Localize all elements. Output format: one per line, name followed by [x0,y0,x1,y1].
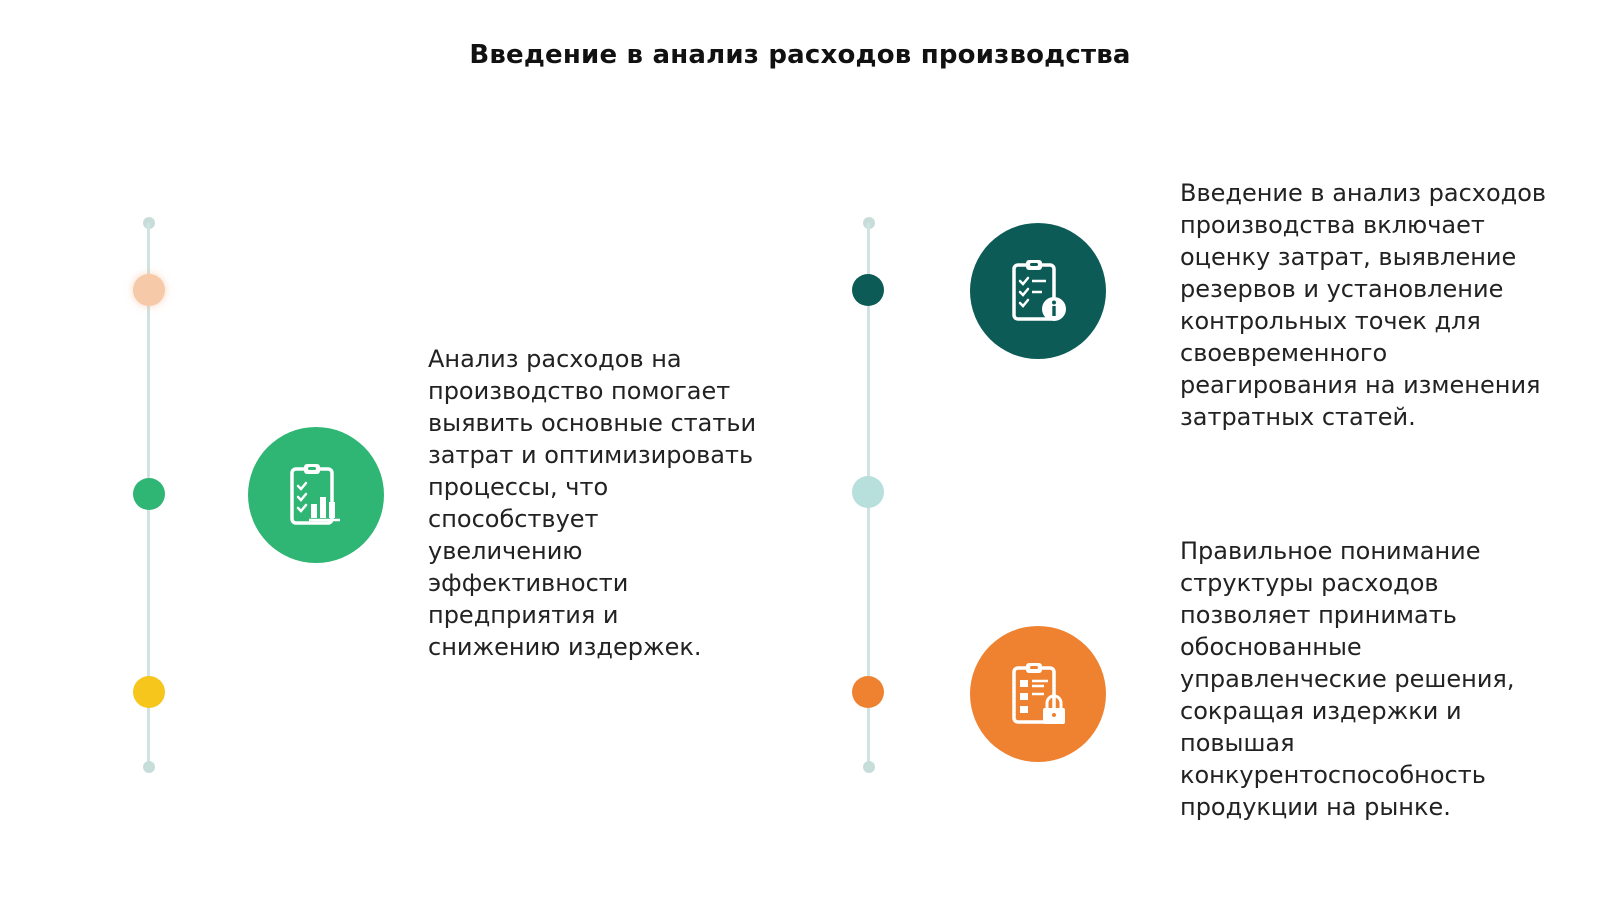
clipboard-info-icon [970,223,1106,359]
clipboard-lock-icon [970,626,1106,762]
timeline-dot-mint [852,476,884,508]
timeline-dot-teal [852,274,884,306]
timeline-dot-orange [852,676,884,708]
item-3-description: Правильное понимание структуры расходов позволяет принимать обоснованные управленческие решения, сокращая издержки и повышая конкурентоспособность продукции на рынке. [1180,537,1515,821]
timeline-dot-yellow [133,676,165,708]
item-2-description: Введение в анализ расходов производства включает оценку затрат, выявление резервов и установление контрольных точек для своевременного реагирования на изменения затратных статей. [1180,179,1547,431]
clipboard-lock-icon-glyph [1002,658,1074,730]
clipboard-info-icon-glyph [1002,255,1074,327]
timeline-end-cap [863,761,875,773]
page-title: Введение в анализ расходов производства [469,40,1131,70]
timeline-dot-peach [133,274,165,306]
clipboard-chart-icon-glyph [280,459,352,531]
item-1-description: Анализ расходов на производство помогает выявить основные статьи затрат и оптимизировать процессы, что способствует увеличению эффективности предприятия и снижению издержек. [428,345,757,661]
clipboard-chart-icon [248,427,384,563]
timeline-end-cap [143,761,155,773]
timeline-dot-green [133,478,165,510]
